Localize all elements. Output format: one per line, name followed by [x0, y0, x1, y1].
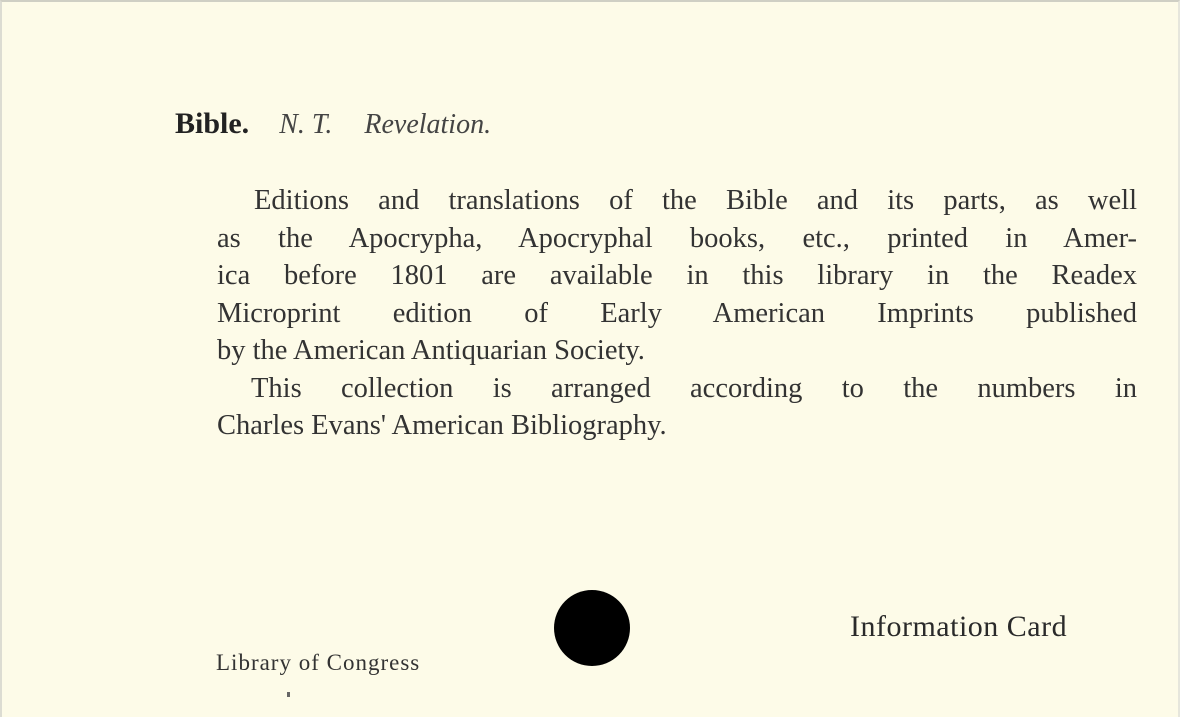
heading-testament: N. T. [279, 109, 333, 140]
paragraph2-line: Charles Evans' American Bibliography. [217, 410, 667, 441]
paragraph1-line: Microprint edition of Early American Imprints published [217, 297, 1137, 329]
paragraph1-line: by the American Antiquarian Society. [217, 335, 645, 366]
card-heading [175, 106, 491, 141]
print-speck [287, 692, 290, 697]
paragraph2-line: This collection is arranged according to the numbers in [251, 372, 1137, 404]
card-body [217, 182, 1137, 445]
publisher-label: Library of Congress [216, 650, 421, 675]
paragraph1-line: ica before 1801 are available in this library in the Readex [217, 260, 1137, 291]
heading-subject: Bible. [175, 107, 250, 140]
heading-book: Revelation. [364, 109, 492, 140]
paragraph1-line: as the Apocrypha, Apocryphal books, etc., printed in Amer- [217, 222, 1137, 254]
punch-hole [554, 590, 630, 666]
paragraph1-line: Editions and translations of the Bible and its parts, as well [254, 185, 1137, 216]
card-type-label: Information Card [850, 610, 1068, 643]
